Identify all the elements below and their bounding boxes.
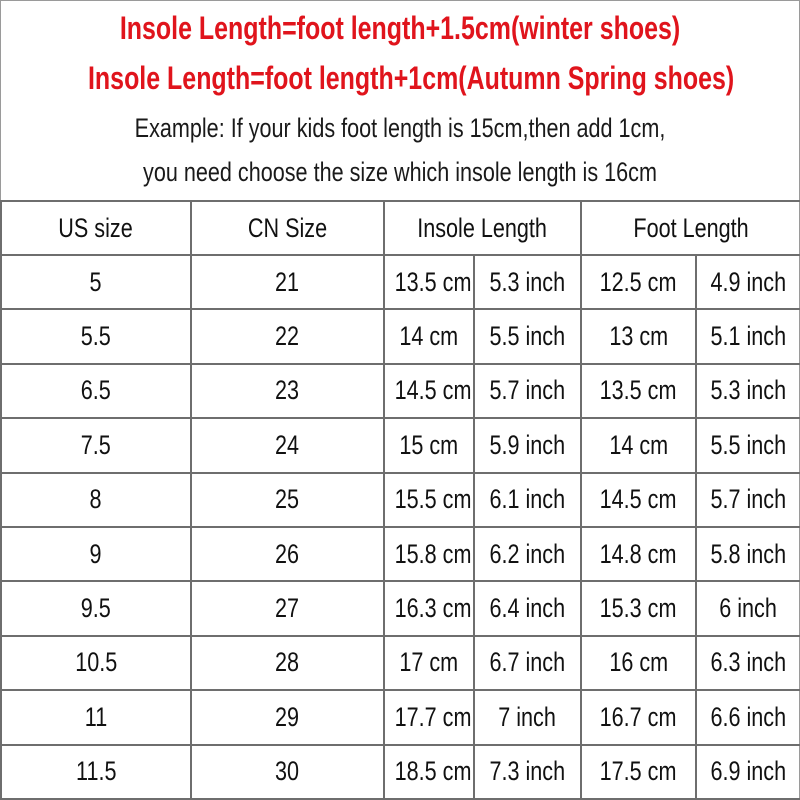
cn-size-cell: 21 bbox=[191, 255, 384, 309]
cn-size-cell: 24 bbox=[191, 418, 384, 472]
foot-cm-cell: 16.7 cm bbox=[581, 690, 696, 744]
header-us-size: US size bbox=[1, 201, 191, 255]
insole-cm-cell: 17 cm bbox=[384, 636, 474, 690]
example-line-1: Example: If your kids foot length is 15cm,then add 1cm, bbox=[134, 113, 666, 143]
foot-inch-cell: 4.9 inch bbox=[696, 255, 800, 309]
foot-inch-cell: 6.9 inch bbox=[696, 745, 800, 799]
cn-size-cell: 23 bbox=[191, 364, 384, 418]
cn-size-cell: 29 bbox=[191, 690, 384, 744]
insole-inch-cell: 6.1 inch bbox=[474, 473, 581, 527]
insole-cm-cell: 15 cm bbox=[384, 418, 474, 472]
foot-cm-cell: 17.5 cm bbox=[581, 745, 696, 799]
insole-inch-cell: 7.3 inch bbox=[474, 745, 581, 799]
cn-size-cell: 30 bbox=[191, 745, 384, 799]
insole-cm-cell: 18.5 cm bbox=[384, 745, 474, 799]
foot-inch-cell: 5.8 inch bbox=[696, 527, 800, 581]
insole-inch-cell: 5.5 inch bbox=[474, 309, 581, 363]
insole-inch-cell: 5.3 inch bbox=[474, 255, 581, 309]
cn-size-cell: 26 bbox=[191, 527, 384, 581]
foot-cm-cell: 12.5 cm bbox=[581, 255, 696, 309]
us-size-cell: 5 bbox=[1, 255, 191, 309]
table-row bbox=[1, 418, 800, 472]
cn-size-cell: 22 bbox=[191, 309, 384, 363]
foot-inch-cell: 5.7 inch bbox=[696, 473, 800, 527]
cn-size-cell: 28 bbox=[191, 636, 384, 690]
insole-cm-cell: 15.5 cm bbox=[384, 473, 474, 527]
cn-size-cell: 27 bbox=[191, 581, 384, 635]
size-rows bbox=[1, 255, 800, 799]
foot-cm-cell: 16 cm bbox=[581, 636, 696, 690]
insole-inch-cell: 6.7 inch bbox=[474, 636, 581, 690]
foot-inch-cell: 6 inch bbox=[696, 581, 800, 635]
insole-inch-cell: 5.9 inch bbox=[474, 418, 581, 472]
header-insole-length: Insole Length bbox=[384, 201, 581, 255]
table-row bbox=[1, 309, 800, 363]
us-size-cell: 11 bbox=[1, 690, 191, 744]
table-row bbox=[1, 527, 800, 581]
insole-cm-cell: 16.3 cm bbox=[384, 581, 474, 635]
table-row bbox=[1, 255, 800, 309]
foot-inch-cell: 5.3 inch bbox=[696, 364, 800, 418]
table-row bbox=[1, 581, 800, 635]
size-table bbox=[0, 200, 800, 800]
table-row bbox=[1, 636, 800, 690]
table-row bbox=[1, 364, 800, 418]
foot-cm-cell: 14 cm bbox=[581, 418, 696, 472]
foot-cm-cell: 15.3 cm bbox=[581, 581, 696, 635]
size-chart-header bbox=[0, 0, 800, 200]
foot-inch-cell: 6.6 inch bbox=[696, 690, 800, 744]
example-line-2: you need choose the size which insole length is 16cm bbox=[143, 157, 657, 187]
table-row bbox=[1, 745, 800, 799]
insole-inch-cell: 5.7 inch bbox=[474, 364, 581, 418]
us-size-cell: 8 bbox=[1, 473, 191, 527]
table-header-row bbox=[1, 201, 800, 255]
winter-formula: Insole Length=foot length+1.5cm(winter shoes) bbox=[119, 10, 681, 46]
insole-cm-cell: 15.8 cm bbox=[384, 527, 474, 581]
us-size-cell: 7.5 bbox=[1, 418, 191, 472]
foot-inch-cell: 5.1 inch bbox=[696, 309, 800, 363]
insole-cm-cell: 14 cm bbox=[384, 309, 474, 363]
table-row bbox=[1, 690, 800, 744]
us-size-cell: 9 bbox=[1, 527, 191, 581]
foot-cm-cell: 14.5 cm bbox=[581, 473, 696, 527]
us-size-cell: 5.5 bbox=[1, 309, 191, 363]
insole-cm-cell: 14.5 cm bbox=[384, 364, 474, 418]
foot-inch-cell: 6.3 inch bbox=[696, 636, 800, 690]
us-size-cell: 10.5 bbox=[1, 636, 191, 690]
foot-cm-cell: 13.5 cm bbox=[581, 364, 696, 418]
insole-cm-cell: 17.7 cm bbox=[384, 690, 474, 744]
insole-inch-cell: 6.4 inch bbox=[474, 581, 581, 635]
us-size-cell: 11.5 bbox=[1, 745, 191, 799]
foot-inch-cell: 5.5 inch bbox=[696, 418, 800, 472]
insole-inch-cell: 7 inch bbox=[474, 690, 581, 744]
foot-cm-cell: 14.8 cm bbox=[581, 527, 696, 581]
us-size-cell: 6.5 bbox=[1, 364, 191, 418]
insole-inch-cell: 6.2 inch bbox=[474, 527, 581, 581]
cn-size-cell: 25 bbox=[191, 473, 384, 527]
table-row bbox=[1, 473, 800, 527]
header-cn-size: CN Size bbox=[191, 201, 384, 255]
foot-cm-cell: 13 cm bbox=[581, 309, 696, 363]
autumn-spring-formula: Insole Length=foot length+1cm(Autumn Spring shoes) bbox=[88, 60, 735, 96]
insole-cm-cell: 13.5 cm bbox=[384, 255, 474, 309]
header-foot-length: Foot Length bbox=[581, 201, 800, 255]
us-size-cell: 9.5 bbox=[1, 581, 191, 635]
